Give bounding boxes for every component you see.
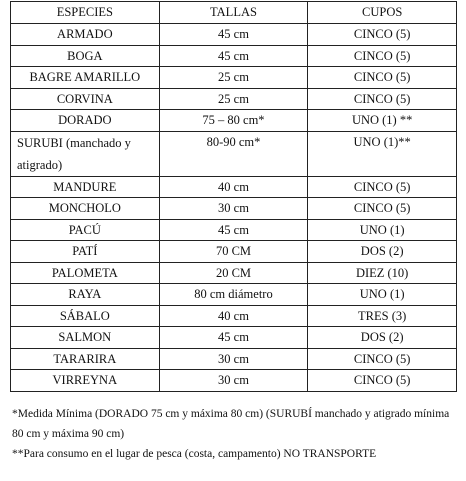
quota-cell: CINCO (5) xyxy=(308,67,457,89)
species-cell: TARARIRA xyxy=(11,348,160,370)
size-cell: 45 cm xyxy=(159,219,308,241)
size-cell: 80 cm diámetro xyxy=(159,284,308,306)
table-row xyxy=(11,45,457,67)
footnote-size: *Medida Mínima (DORADO 75 cm y máxima 80 cm) (SURUBÍ manchado y atigrado mínima 80 cm y máxima 90 cm) xyxy=(12,408,450,440)
quota-cell: CINCO (5) xyxy=(308,24,457,46)
quota-cell: CINCO (5) xyxy=(308,198,457,220)
table-row xyxy=(11,24,457,46)
quota-cell: CINCO (5) xyxy=(308,45,457,67)
size-cell: 30 cm xyxy=(159,370,308,392)
table-row xyxy=(11,348,457,370)
size-cell: 25 cm xyxy=(159,67,308,89)
quota-cell: UNO (1)** xyxy=(308,131,457,176)
quota-cell: DOS (2) xyxy=(308,327,457,349)
species-cell: SURUBI (manchado y atigrado) xyxy=(11,131,160,176)
table-row xyxy=(11,241,457,263)
species-cell: SALMON xyxy=(11,327,160,349)
table-row xyxy=(11,305,457,327)
table-row xyxy=(11,176,457,198)
quota-cell: CINCO (5) xyxy=(308,88,457,110)
table-header-row xyxy=(11,2,457,24)
size-cell: 30 cm xyxy=(159,348,308,370)
size-cell: 45 cm xyxy=(159,24,308,46)
species-table xyxy=(10,1,457,392)
species-cell: BAGRE AMARILLO xyxy=(11,67,160,89)
species-cell: ARMADO xyxy=(11,24,160,46)
species-cell: MANDURE xyxy=(11,176,160,198)
quota-cell: DOS (2) xyxy=(308,241,457,263)
column-header-species: ESPECIES xyxy=(11,2,160,24)
column-header-quota: CUPOS xyxy=(308,2,457,24)
quota-cell: CINCO (5) xyxy=(308,370,457,392)
table-row xyxy=(11,327,457,349)
species-cell: RAYA xyxy=(11,284,160,306)
size-cell: 45 cm xyxy=(159,45,308,67)
quota-cell: CINCO (5) xyxy=(308,348,457,370)
table-row xyxy=(11,67,457,89)
species-cell: VIRREYNA xyxy=(11,370,160,392)
species-cell: DORADO xyxy=(11,110,160,132)
quota-cell: UNO (1) ** xyxy=(308,110,457,132)
species-cell: PATÍ xyxy=(11,241,160,263)
size-cell: 30 cm xyxy=(159,198,308,220)
species-cell: PALOMETA xyxy=(11,262,160,284)
table-row xyxy=(11,88,457,110)
quota-cell: CINCO (5) xyxy=(308,176,457,198)
quota-cell: UNO (1) xyxy=(308,284,457,306)
species-cell: PACÚ xyxy=(11,219,160,241)
column-header-size: TALLAS xyxy=(159,2,308,24)
table-row xyxy=(11,262,457,284)
size-cell: 75 – 80 cm* xyxy=(159,110,308,132)
quota-cell: DIEZ (10) xyxy=(308,262,457,284)
table-row xyxy=(11,110,457,132)
size-cell: 80-90 cm* xyxy=(159,131,308,176)
table-body xyxy=(11,24,457,392)
species-cell: MONCHOLO xyxy=(11,198,160,220)
size-cell: 20 CM xyxy=(159,262,308,284)
quota-cell: TRES (3) xyxy=(308,305,457,327)
table-row xyxy=(11,131,457,176)
size-cell: 25 cm xyxy=(159,88,308,110)
size-cell: 40 cm xyxy=(159,305,308,327)
table-row xyxy=(11,198,457,220)
species-cell: SÁBALO xyxy=(11,305,160,327)
table-row xyxy=(11,219,457,241)
table-row xyxy=(11,370,457,392)
species-cell: CORVINA xyxy=(11,88,160,110)
table-row xyxy=(11,284,457,306)
footnote-consumption: **Para consumo en el lugar de pesca (costa, campamento) NO TRANSPORTE xyxy=(12,448,377,460)
quota-cell: UNO (1) xyxy=(308,219,457,241)
footnotes xyxy=(12,404,454,464)
species-cell: BOGA xyxy=(11,45,160,67)
size-cell: 70 CM xyxy=(159,241,308,263)
size-cell: 45 cm xyxy=(159,327,308,349)
size-cell: 40 cm xyxy=(159,176,308,198)
